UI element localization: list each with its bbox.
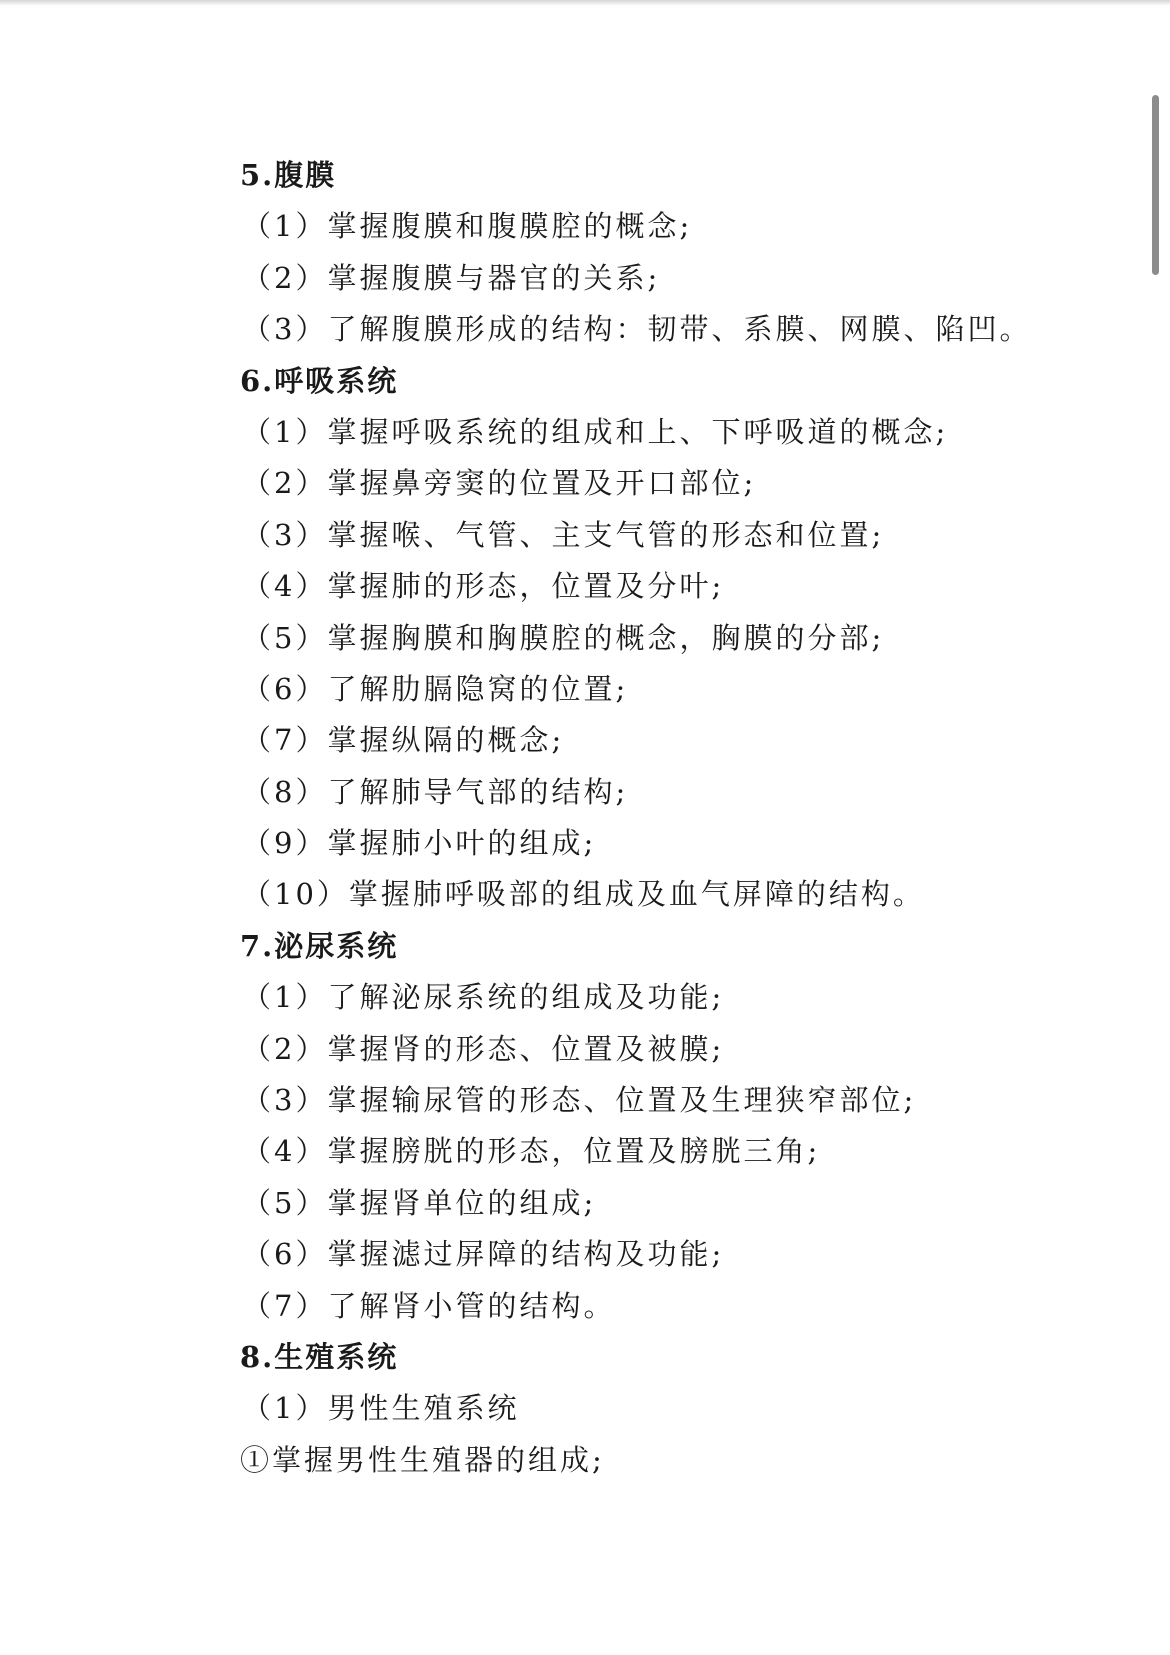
list-item: （3）了解腹膜形成的结构：韧带、系膜、网膜、陷凹。: [242, 312, 1032, 347]
list-item: ①掌握男性生殖器的组成;: [240, 1442, 605, 1477]
section-heading-peritoneum: 5.腹膜: [240, 158, 337, 192]
list-item: （3）掌握输尿管的形态、位置及生理狭窄部位;: [242, 1083, 917, 1118]
list-item: （1）掌握腹膜和腹膜腔的概念;: [242, 209, 693, 244]
list-item: （4）掌握肺的形态，位置及分叶;: [242, 569, 725, 604]
section-heading-respiratory-system: 6.呼吸系统: [240, 363, 399, 398]
list-item: （5）掌握胸膜和胸膜腔的概念，胸膜的分部;: [242, 620, 885, 655]
list-item: （9）掌握肺小叶的组成;: [242, 826, 597, 861]
section-heading-urinary-system: 7.泌尿系统: [240, 928, 399, 963]
list-item: （1）男性生殖系统: [242, 1391, 520, 1426]
list-item: （2）掌握腹膜与器官的关系;: [242, 260, 661, 295]
list-item: （1）了解泌尿系统的组成及功能;: [242, 980, 725, 1015]
list-item: （6）了解肋膈隐窝的位置;: [242, 671, 629, 706]
section-heading-reproductive-system: 8.生殖系统: [240, 1339, 399, 1374]
list-item: （10）掌握肺呼吸部的组成及血气屏障的结构。: [242, 877, 925, 912]
top-edge-shadow: [0, 0, 1170, 6]
list-item: （7）了解肾小管的结构。: [242, 1288, 616, 1323]
list-item: （4）掌握膀胱的形态，位置及膀胱三角;: [242, 1134, 821, 1169]
list-item: （3）掌握喉、气管、主支气管的形态和位置;: [242, 517, 885, 552]
document-content: [240, 150, 1120, 1486]
list-item: （1）掌握呼吸系统的组成和上、下呼吸道的概念;: [242, 414, 949, 449]
list-item: （5）掌握肾单位的组成;: [242, 1185, 597, 1220]
list-item: （2）掌握肾的形态、位置及被膜;: [242, 1031, 725, 1066]
list-item: （2）掌握鼻旁窦的位置及开口部位;: [242, 466, 757, 501]
list-item: （8）了解肺导气部的结构;: [242, 774, 629, 809]
scrollbar-thumb[interactable]: [1152, 95, 1159, 275]
list-item: （6）掌握滤过屏障的结构及功能;: [242, 1237, 725, 1272]
list-item: （7）掌握纵隔的概念;: [242, 723, 565, 758]
